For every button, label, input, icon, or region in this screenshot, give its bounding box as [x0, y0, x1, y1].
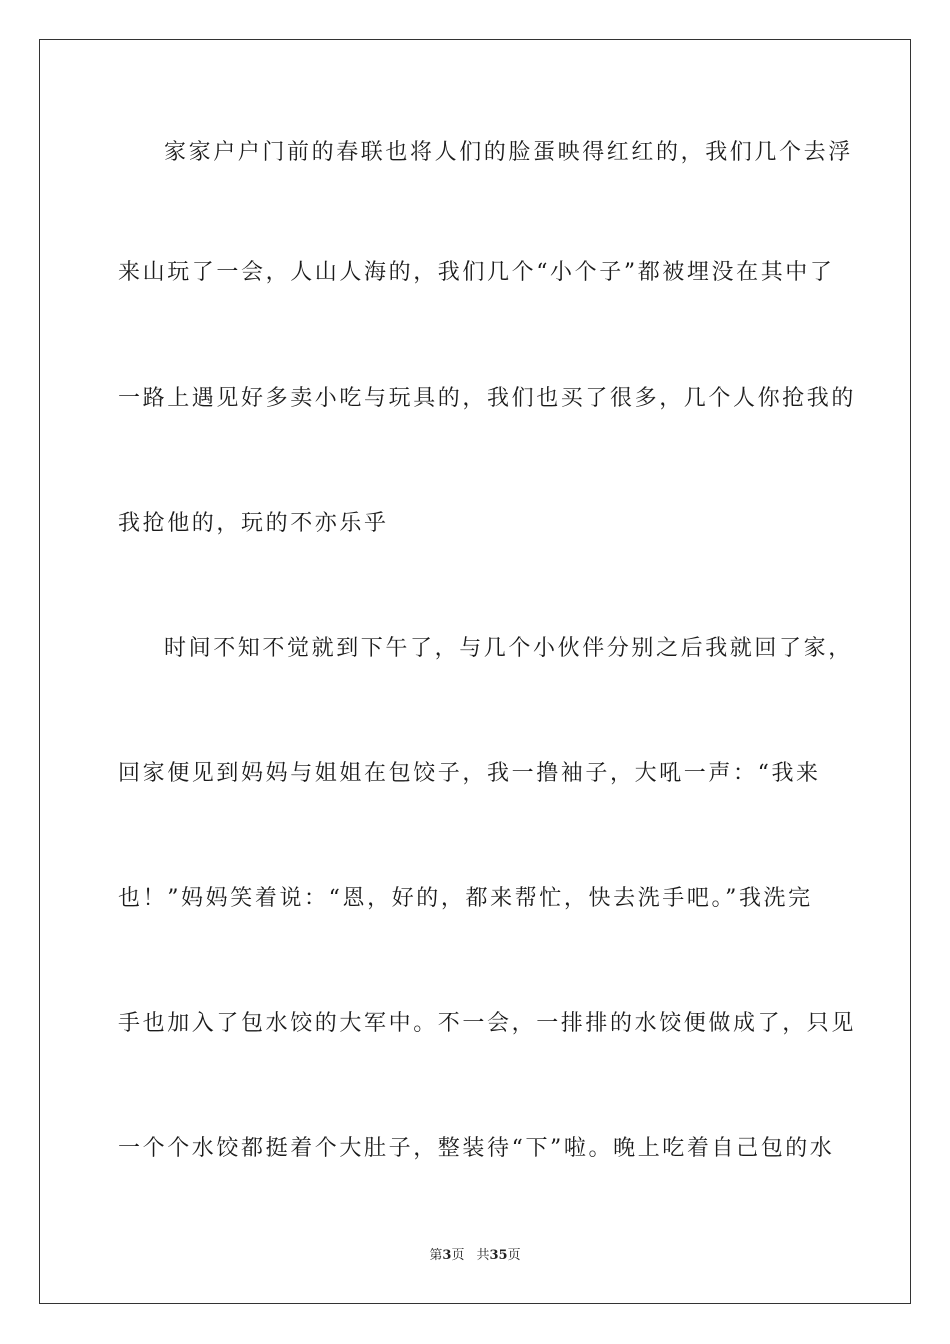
paragraph-1-line-4: 我抢他的，玩的不亦乐乎	[118, 511, 389, 536]
paragraph-2-line-2: 回家便见到妈妈与姐姐在包饺子，我一撸袖子，大吼一声：“我来	[118, 761, 821, 786]
total-prefix: 共	[476, 1248, 490, 1263]
total-pages: 35	[489, 1248, 508, 1263]
page-number: 3	[442, 1248, 452, 1263]
paragraph-1-line-2: 来山玩了一会，人山人海的，我们几个“小个子”都被埋没在其中了	[118, 260, 835, 285]
page-prefix: 第	[429, 1248, 443, 1263]
page-border	[39, 39, 911, 1304]
page-suffix: 页	[451, 1248, 465, 1263]
paragraph-2-line-1: 时间不知不觉就到下午了，与几个小伙伴分别之后我就回了家，	[164, 636, 853, 661]
paragraph-2-line-5: 一个个水饺都挺着个大肚子，整装待“下”啦。晚上吃着自己包的水	[118, 1136, 835, 1161]
paragraph-2-line-4: 手也加入了包水饺的大军中。不一会，一排排的水饺便做成了，只见	[118, 1011, 857, 1036]
paragraph-1-line-3: 一路上遇见好多卖小吃与玩具的，我们也买了很多，几个人你抢我的	[118, 386, 857, 411]
paragraph-1-line-1: 家家户户门前的春联也将人们的脸蛋映得红红的，我们几个去浮	[164, 140, 853, 165]
paragraph-2-line-3: 也！”妈妈笑着说：“恩，好的，都来帮忙，快去洗手吧。”我洗完	[118, 886, 813, 911]
total-suffix: 页	[507, 1248, 521, 1263]
page-footer	[0, 1247, 950, 1265]
